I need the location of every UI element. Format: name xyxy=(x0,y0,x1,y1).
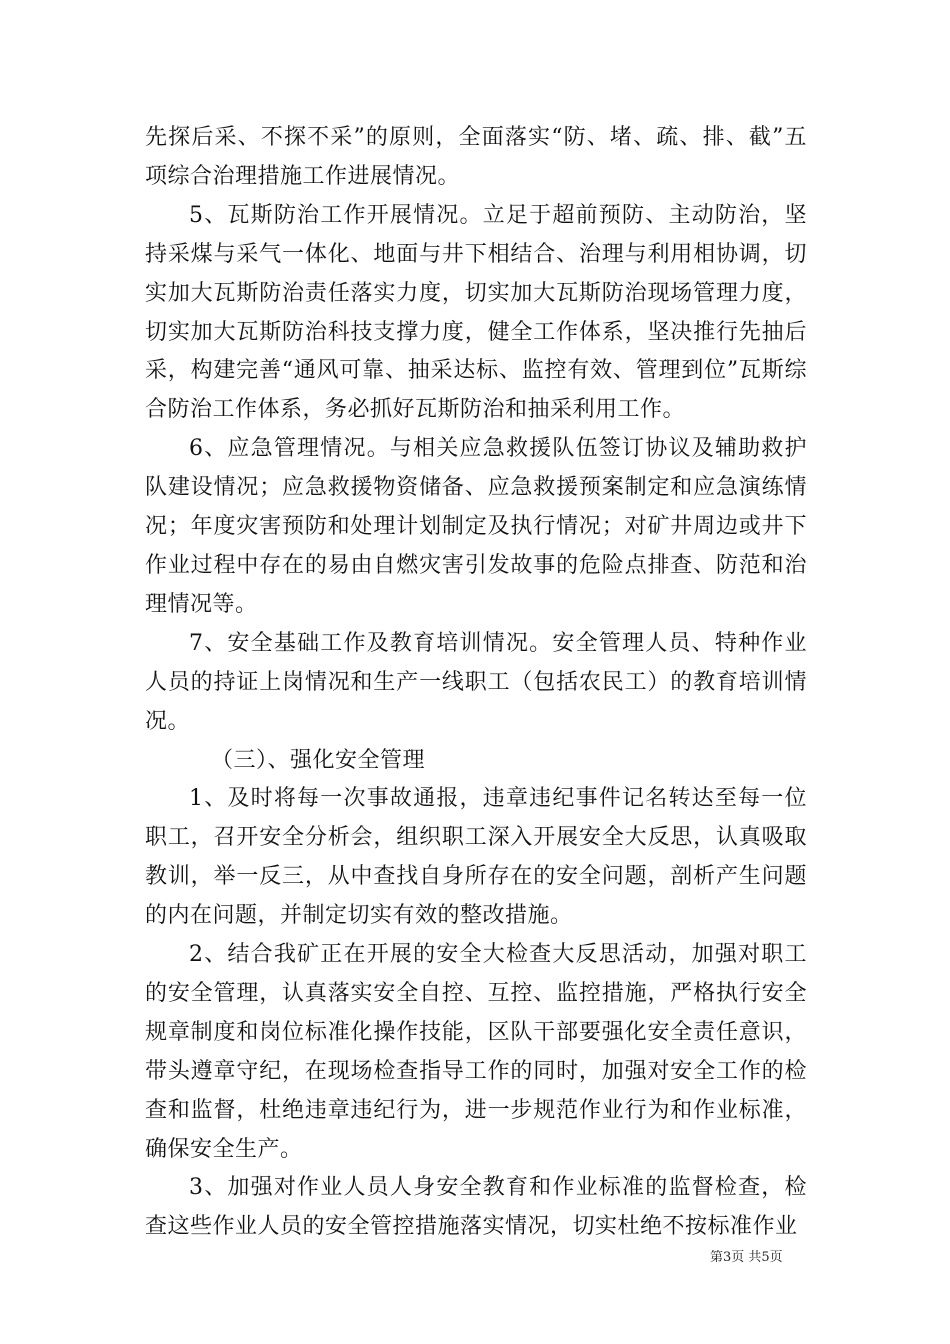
paragraph-safety-training: 7、安全基础工作及教育培训情况。安全管理人员、特种作业人员的持证上岗情况和生产一线职工（包括农民工）的教育培训情况。 xyxy=(145,630,807,734)
paragraph-accident-reporting: 1、及时将每一次事故通报，违章违纪事件记名转达至每一位职工，召开安全分析会，组织职工深入开展安全大反思，认真吸取教训，举一反三，从中查找自身所存在的安全问题，剖析产生问题的内在问题，并制定切实有效的整改措施。 xyxy=(145,786,807,929)
section-heading-strengthen-safety: （三）、强化安全管理 xyxy=(211,747,426,773)
paragraph-continued: 先探后采、不探不采”的原则，全面落实“防、堵、疏、排、截”五项综合治理措施工作进展情况。 xyxy=(145,125,807,189)
paragraph-safety-inspection: 2、结合我矿正在开展的安全大检查大反思活动，加强对职工的安全管理，认真落实安全自控、互控、监控措施，严格执行安全规章制度和岗位标准化操作技能，区队干部要强化安全责任意识，带头遵章守纪，在现场检查指导工作的同时，加强对安全工作的检查和监督，杜绝违章违纪行为，进一步规范作业行为和作业标准，确保安全生产。 xyxy=(145,942,807,1162)
paragraph-emergency-management: 6、应急管理情况。与相关应急救援队伍签订协议及辅助救护队建设情况；应急救援物资储备、应急救援预案制定和应急演练情况；年度灾害预防和处理计划制定及执行情况；对矿井周边或井下作业过程中存在的易由自燃灾害引发故事的危险点排查、防范和治理情况等。 xyxy=(145,436,807,617)
document-body xyxy=(145,119,807,1247)
page-number-footer: 第3页 共5页 xyxy=(710,1250,783,1265)
paragraph-supervision: 3、加强对作业人员人身安全教育和作业标准的监督检查，检查这些作业人员的安全管控措施落实情况，切实杜绝不按标准作业 xyxy=(145,1175,807,1240)
paragraph-gas-prevention: 5、瓦斯防治工作开展情况。立足于超前预防、主动防治，坚持采煤与采气一体化、地面与井下相结合、治理与利用相协调，切实加大瓦斯防治责任落实力度，切实加大瓦斯防治现场管理力度，切实加大瓦斯防治科技支撑力度，健全工作体系，坚决推行先抽后采，构建完善“通风可靠、抽采达标、监控有效、管理到位”瓦斯综合防治工作体系，务必抓好瓦斯防治和抽采利用工作。 xyxy=(145,202,807,423)
